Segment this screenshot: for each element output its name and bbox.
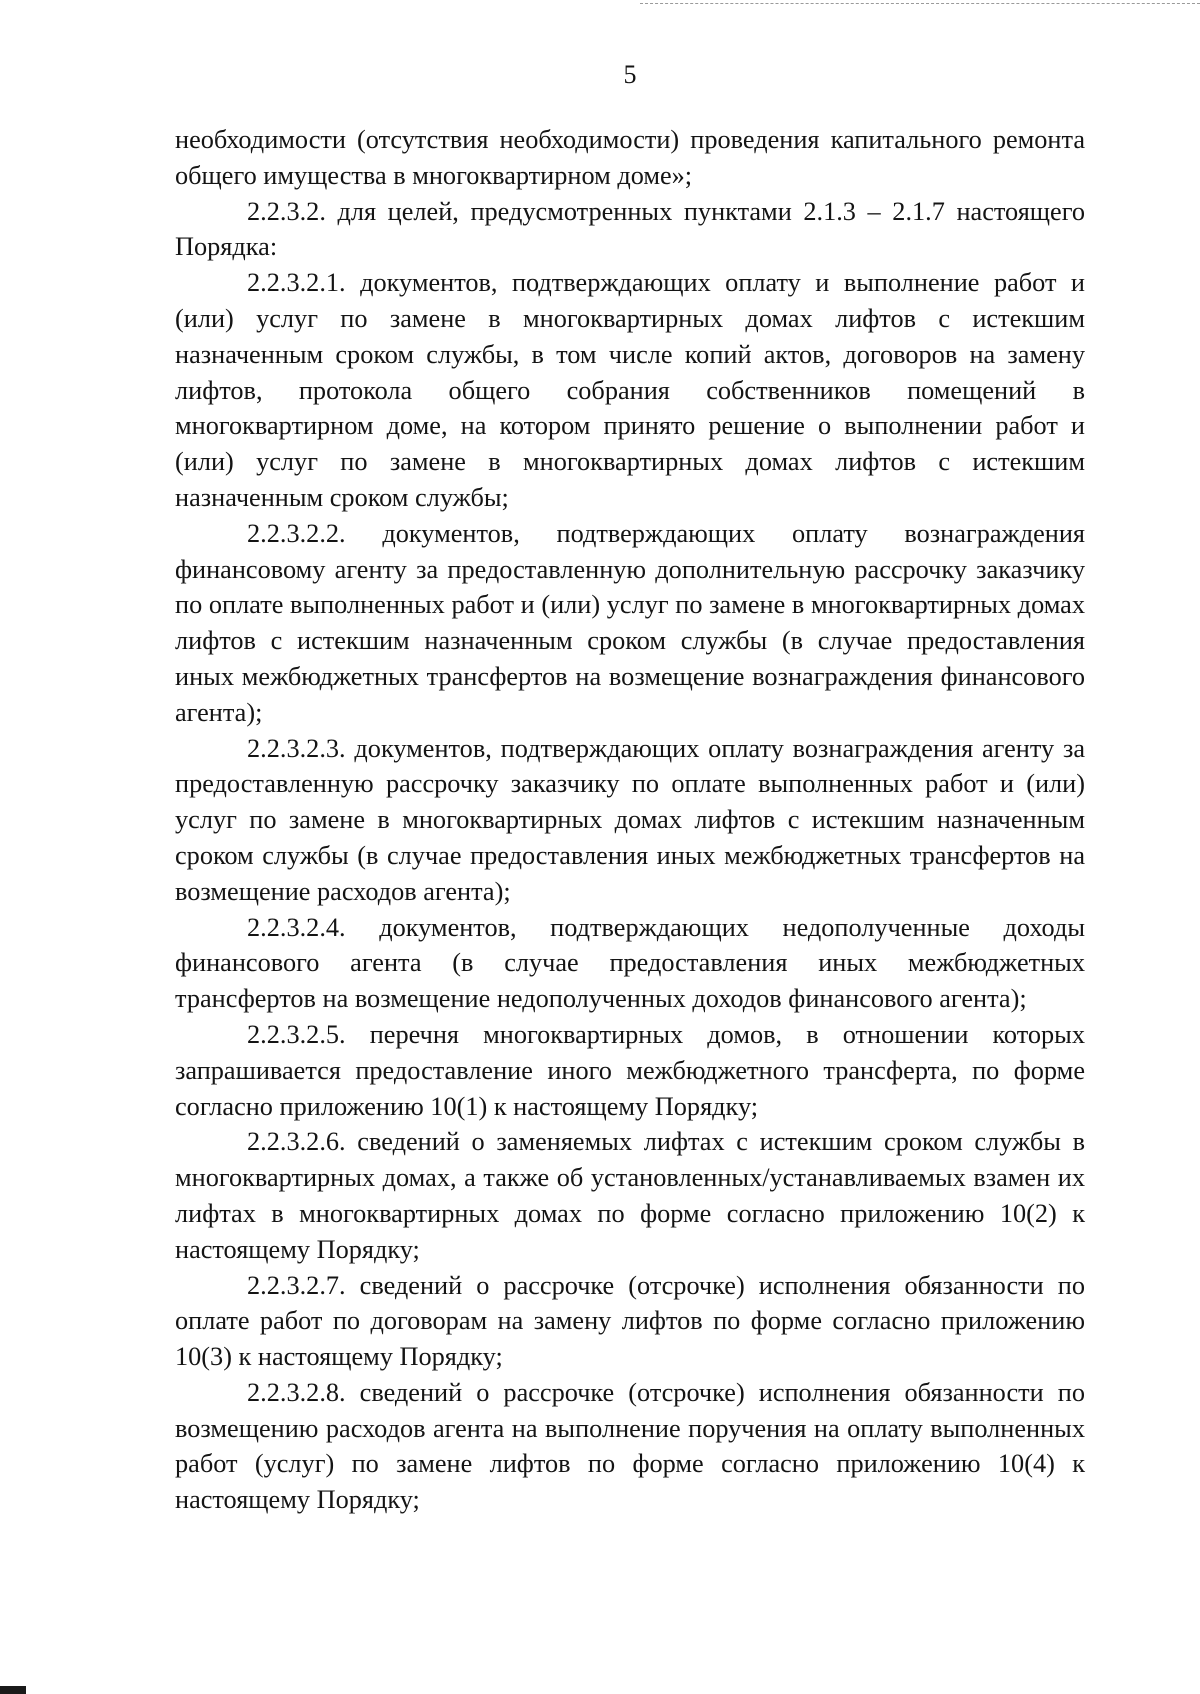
paragraph-2-2-3-2-6: 2.2.3.2.6. сведений о заменяемых лифтах с истекшим сроком службы в многоквартирных домах, а также об установленных/устанавливаемых взамен их лифтах в многоквартирных домах по форме согласно приложению 10(2) к настоящему Порядку; xyxy=(175,1127,1085,1264)
scan-edge-line xyxy=(640,3,1200,4)
paragraph-2-2-3-2-7: 2.2.3.2.7. сведений о рассрочке (отсрочке) исполнения обязанности по оплате работ по договорам на замену лифтов по форме согласно приложению 10(3) к настоящему Порядку; xyxy=(175,1270,1085,1372)
document-body xyxy=(175,122,1085,1518)
paragraph-continuation: необходимости (отсутствия необходимости) проведения капитального ремонта общего имущества в многоквартирном доме»; xyxy=(175,125,1085,190)
paragraph-2-2-3-2-1: 2.2.3.2.1. документов, подтверждающих оплату и выполнение работ и (или) услуг по замене в многоквартирных домах лифтов с истекшим назначенным сроком службы, в том числе копий актов, договоров на замену лифтов, протокола общего собрания собственников помещений в многоквартирном доме, на котором принято решение о выполнении работ и (или) услуг по замене в многоквартирных домах лифтов с истекшим назначенным сроком службы; xyxy=(175,268,1085,512)
paragraph-2-2-3-2-4: 2.2.3.2.4. документов, подтверждающих недополученные доходы финансового агента (в случае предоставления иных межбюджетных трансфертов на возмещение недополученных доходов финансового агента); xyxy=(175,912,1085,1014)
paragraph-2-2-3-2-8: 2.2.3.2.8. сведений о рассрочке (отсрочке) исполнения обязанности по возмещению расходов агента на выполнение поручения на оплату выполненных работ (услуг) по замене лифтов по форме согласно приложению 10(4) к настоящему Порядку; xyxy=(175,1377,1085,1515)
paragraph-2-2-3-2: 2.2.3.2. для целей, предусмотренных пунктами 2.1.3 – 2.1.7 настоящего Порядка: xyxy=(175,196,1085,262)
paragraph-2-2-3-2-2: 2.2.3.2.2. документов, подтверждающих оплату вознаграждения финансовому агенту за предоставленную дополнительную рассрочку заказчику по оплате выполненных работ и (или) услуг по замене в многоквартирных домах лифтов с истекшим назначенным сроком службы (в случае предоставления иных межбюджетных трансфертов на возмещение вознаграждения финансового агента); xyxy=(175,518,1085,727)
paragraph-2-2-3-2-5: 2.2.3.2.5. перечня многоквартирных домов, в отношении которых запрашивается предоставление иного межбюджетного трансферта, по форме согласно приложению 10(1) к настоящему Порядку; xyxy=(175,1019,1085,1121)
page-number: 5 xyxy=(623,60,637,89)
scan-edge-mark xyxy=(0,1686,26,1694)
paragraph-2-2-3-2-3: 2.2.3.2.3. документов, подтверждающих оплату вознаграждения агенту за предоставленную рассрочку заказчику по оплате выполненных работ и (или) услуг по замене в многоквартирных домах лифтов с истекшим назначенным сроком службы (в случае предоставления иных межбюджетных трансфертов на возмещение расходов агента); xyxy=(175,733,1085,906)
